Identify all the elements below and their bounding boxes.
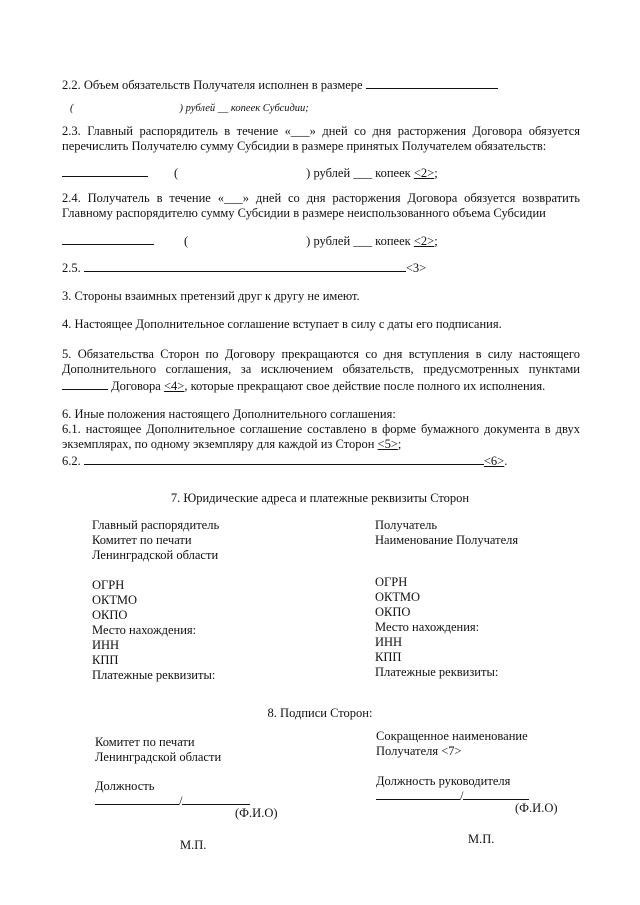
clause-6: 6. Иные положения настоящего Дополнительного соглашения: 6.1. настоящее Дополнительное соглашение составлено в форме бумажного документа в двух экземплярах, по одному экземпляру для каждой из Сторон <5>; 6.2. <6>. [62, 407, 580, 468]
left-fio-label: (Ф.И.О) [235, 806, 278, 820]
right-signature-line: / [376, 787, 529, 804]
footnote-ref-4: <4> [163, 379, 185, 393]
signatory-left: Комитет по печати Ленинградской области [95, 735, 222, 764]
clause-2-5: 2.5. <3> [62, 261, 427, 275]
footnote-ref-6: <6> [483, 454, 505, 468]
left-stamp-place: М.П. [180, 838, 207, 852]
signatory-right: Сокращенное наименование Получателя <7> [376, 729, 528, 758]
section-8-title: 8. Подписи Сторон: [267, 706, 373, 720]
clause-2-4-amount: ( ) рублей ___ копеек <2>; [62, 232, 438, 249]
clause-2-3: 2.3. Главный распорядитель в течение «___» дней со дня расторжения Договора обязуется перечислить Получателю сумму Субсидии в размере принятых Получателем обязательств: [62, 124, 580, 153]
clause-2-2: 2.2. Объем обязательств Получателя исполнен в размере [62, 76, 498, 93]
party-left-details: ОГРН ОКТМО ОКПО Место нахождения: ИНН КПП Платежные реквизиты: [92, 578, 216, 682]
signature-blank [376, 787, 460, 800]
clause-blank [84, 452, 484, 465]
party-left-header: Главный распорядитель Комитет по печати Ленинградской области [92, 518, 220, 562]
amount-blank [366, 76, 498, 89]
left-position-label: Должность [95, 779, 155, 793]
left-signature-line: / [95, 792, 250, 809]
signature-blank [95, 792, 179, 805]
clause-5: 5. Обязательства Сторон по Договору прекращаются со дня вступления в силу настоящего Дополнительного соглашения, за исключением обязательств, предусмотренных пунктами Договора <4>, которые прекращают свое действие после полного их исполнения. [62, 347, 580, 393]
amount-blank [62, 232, 154, 245]
footnote-ref-2: <2> [413, 234, 435, 248]
footnote-ref-2: <2> [413, 166, 435, 180]
footnote-ref-5: <5> [377, 437, 398, 451]
section-7-title: 7. Юридические адреса и платежные реквизиты Сторон [170, 491, 470, 505]
party-right-header: Получатель Наименование Получателя [375, 518, 519, 547]
right-position-label: Должность руководителя [376, 774, 511, 788]
clause-4: 4. Настоящее Дополнительное соглашение вступает в силу с даты его подписания. [62, 317, 502, 331]
right-stamp-place: М.П. [468, 832, 495, 846]
name-blank [182, 792, 250, 805]
items-blank [62, 377, 108, 390]
clause-2-2-amount-words: ( ) рублей __ копеек Субсидии; [70, 103, 309, 114]
footnote-ref-3: <3> [405, 261, 427, 275]
name-blank [463, 787, 529, 800]
clause-blank [84, 259, 406, 272]
clause-2-3-amount: ( ) рублей ___ копеек <2>; [62, 164, 438, 181]
amount-blank [62, 164, 148, 177]
right-fio-label: (Ф.И.О) [515, 801, 558, 815]
party-right-details: ОГРН ОКТМО ОКПО Место нахождения: ИНН КПП Платежные реквизиты: [375, 575, 499, 679]
clause-2-4: 2.4. Получатель в течение «___» дней со дня расторжения Договора обязуется возвратить Главному распорядителю сумму Субсидии в размере неиспользованного объема Субсидии [62, 191, 580, 220]
clause-3: 3. Стороны взаимных претензий друг к другу не имеют. [62, 289, 360, 303]
